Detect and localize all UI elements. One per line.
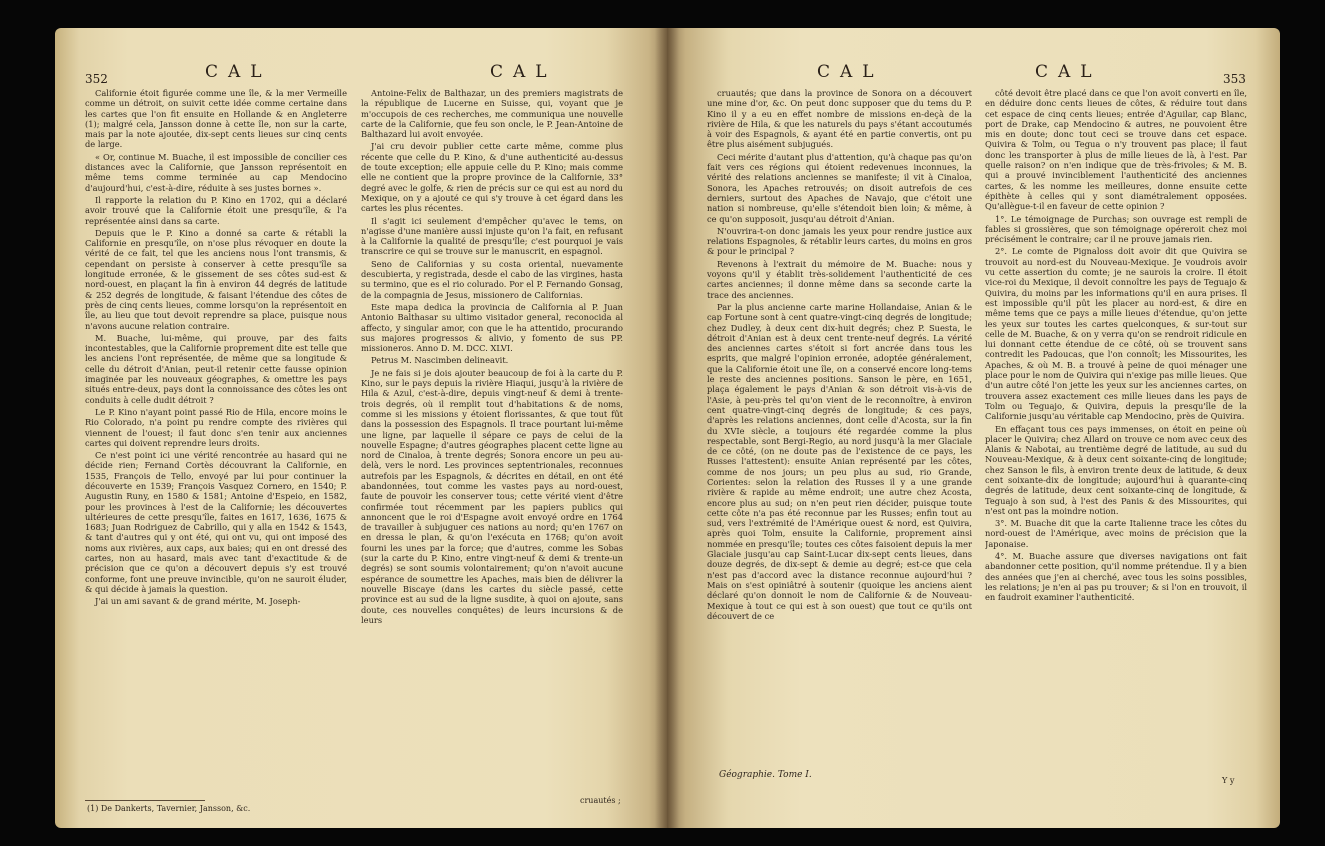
paragraph: 3°. M. Buache dit que la carte Italienne trace les côtes du nord-ouest de l'Amérique, avec moins de précision que la Japonaise. <box>985 518 1247 549</box>
paragraph: Il s'agit ici seulement d'empêcher qu'avec le tems, on n'agisse d'une manière aussi injuste qu'on l'a fait, en refusant à la Californie la qualité de presqu'île; c'est pourquoi je vais transcrire ce qui se trouve sur le manuscrit, en espagnol. <box>361 215 623 257</box>
paragraph: M. Buache, lui-même, qui prouve, par des faits incontestables, que la Californie proprement dite est telle que les anciens l'ont représentée, de même que sa longitude & celle du détroit d'Anian, peut-il retenir cette fausse opinion imaginée par les nouveaux géographes, & omettre les pays situés entre-deux, pays dont la connoissance des côtes les ont conduits à celle dudit détroit ? <box>85 332 347 405</box>
left-page <box>55 28 667 828</box>
page-number: 353 <box>1223 72 1246 86</box>
running-head-right: CAL <box>490 62 557 82</box>
paragraph: Petrus M. Nascimben delineavit. <box>371 355 509 366</box>
paragraph: Je ne fais si je dois ajouter beaucoup de foi à la carte du P. Kino, sur le pays depuis la rivière Hiaqui, jusqu'à la rivière de Hila & Azul, c'est-à-dire, depuis vingt-neuf & demi à trente-trois degrés, où il remplit tout d'habitations & de noms, comme si les missions y étoient florissantes, & que tout fût dans la possession des Espagnols. Il trace pourtant lui-même une ligne, par laquelle il sépare ce pays de celui de la nouvelle Espagne; d'autres géographes placent cette ligne au nord de Cinaloa, à trente degrés; Sonora encore un peu au-delà, vers le nord. Les provinces septentrionales, reconnues autrefois par les Espagnols, & décrites en détail, en ont été abandonnées, tout comme les vastes pays au nord-ouest, faute de pouvoir les conserver tous; cette vérité vient d'être confirmée tout récemment par les papiers publics qui annoncent que le roi d'Espagne avoit envoyé ordre en 1764 de travailler à subjuguer ces nations au nord; qu'en 1767 on en dressa le plan, & qu'on l'exécuta en 1768; qu'on avoit fourni les unes par la force; que d'autres, comme les Sobas (sur la carte du P. Kino, entre vingt-neuf & demi & trente-un degrés) se sont soumis volontairement; qu'on n'avoit aucune espérance de soumettre les Apaches, mais bien de délivrer la nouvelle Biscaye (dans les cartes du siècle passé, cette province est au sud de la ligne susdite, à quoi on ajoute, sans doute, ces nouvelles conquêtes) de leurs incursions & de leurs <box>361 367 623 625</box>
paragraph: 2°. Le comte de Pignaloss doit avoir dit que Quivira se trouvoit au nord-est du Nouveau-Mexique. Je voudrois avoir vu cette assertion du comte; je ne saurois la croire. Il étoit vice-roi du Mexique, il devoit connoître les pays de Teguajo & Quivira, du moins par les informations qu'il en aura prises. Il est impossible qu'il pût les placer au nord-est, & dire en même tems que ce pays a mille lieues d'étendue, qu'on jette les yeux sur toutes les cartes quelconques, & sur-tout sur celle de M. Buache, & on y verra qu'on se rendroit ridicule en lui donnant cette étendue de ce côté, où se trouvent sans contredit les Padoucas, que l'on connoît; les Missourites, les Apaches, & où M. B. a trouvé à peine de quoi ménager une place pour le nom de Quivira qui n'exige pas mille lieues. Que d'un autre côté l'on jette les yeux sur les anciennes cartes, on trouvera assez exactement ces mille lieues dans les pays de Tolm ou Teguajo, & Quivira, depuis la presqu'île de la Californie jusqu'au véritable cap Mendocino, près de Quivira. <box>985 246 1247 422</box>
volume-signature: Géographie. Tome I. <box>719 770 812 780</box>
paragraph: cruautés; que dans la province de Sonora on a découvert une mine d'or, &c. On peut donc supposer que du tems du P. Kino il y a eu en effet nombre de missions en-deçà de la rivière de Hila, & que les naturels du pays s'étant accoutumés à voir des Espagnols, & ayant été en partie convertis, ont pu être plus aisément subjugués. <box>707 88 972 150</box>
footnote: (1) De Dankerts, Tavernier, Jansson, &c. <box>87 804 251 813</box>
right-page <box>667 28 1280 828</box>
paragraph: J'ai un ami savant & de grand mérite, M. Joseph- <box>95 596 301 607</box>
text-column-2 <box>361 88 623 793</box>
text-column-1 <box>707 88 972 768</box>
running-head-right: CAL <box>1035 62 1102 82</box>
paragraph: « Or, continue M. Buache, il est impossible de concilier ces distances avec la Californie, que Jansson représentoit en même tems comme terminée au cap Mendocino d'aujourd'hui, c'est-à-dire, réduite à ses justes bornes ». <box>85 151 347 193</box>
paragraph: Par la plus ancienne carte marine Hollandaise, Anian & le cap Fortune sont à cent quatre-vingt-cinq degrés de longitude; chez Dudley, à deux cent dix-huit degrés; chez P. Suesta, le détroit d'Anian est à deux cent trente-neuf degrés. La vérité des anciennes cartes s'étoit si fort ancrée dans tous les esprits, que malgré l'opinion erronée, adoptée généralement, que la Californie étoit une île, on a conservé encore long-tems le reste des anciennes positions. Sanson le père, en 1651, plaça également le pays d'Anian & son détroit vis-à-vis de l'Asie, à peu-près tel qu'on vient de le reconnoître, à environ cent quatre-vingt-cinq degrés de longitude; & ces pays, d'après les relations anciennes, dont celle d'Acosta, sur la fin du XVIe siècle, a toujours été regardée comme la plus respectable, sont Bergi-Regio, au nord jusqu'à la mer Glaciale de ce côté, (on ne doute pas de l'existence de ce pays, les Russes l'attestent): ensuite Anian représenté par les côtes, comme de nos jours; un peu plus au sud, rio Grande, Corientes: selon la relation des Russes il y a une grande rivière & rapide au même endroit; une autre chez Acosta, encore plus au sud; on n'en peut rien décider, puisque toute cette côte n'a pas été reconnue par les Russes; enfin tout au sud, vers l'extrémité de l'Amérique ouest & nord, est Quivira, après quoi Tolm, ensuite la Californie, proprement ainsi nommée en presqu'île; toutes ces côtes faisoient depuis la mer Glaciale jusqu'au cap Saint-Lucar dix-sept cents lieues, dans douze degrés, de dix-sept & demie au degré; est-ce que cela n'est pas d'accord avec la distance reconnue aujourd'hui ? Mais on s'est opiniâtré à soutenir (quoique les anciens aient déclaré qu'on donnoit le nom de Californie & de Nouveau-Mexique à tout ce qui est à son ouest) que tout ce qu'ils ont découvert de ce <box>707 301 972 621</box>
running-head-left: CAL <box>205 62 272 82</box>
footnote-rule <box>85 800 205 801</box>
paragraph: Revenons à l'extrait du mémoire de M. Buache: nous y voyons qu'il y établit très-solidement l'authenticité de ces cartes anciennes; il donne même dans sa seconde carte la trace des anciennes. <box>707 258 972 300</box>
catchword: cruautés ; <box>580 796 621 805</box>
book-gutter <box>655 28 679 828</box>
paragraph: Ceci mérite d'autant plus d'attention, qu'à chaque pas qu'on fait vers ces régions qui étoient redevenues inconnues, la vérité des relations anciennes se manifeste; il vit à Cinaloa, Sonora, les Apaches retrouvés; on disoit autrefois de ces derniers, surtout des Apaches de Navajo, que c'étoit une nation si nombreuse, qu'elle s'étendoit bien loin; & même, à ce qu'on supposoit, jusqu'au détroit d'Anian. <box>707 151 972 224</box>
paragraph: Este mapa dedica la provincia de California al P. Juan Antonio Balthasar su ultimo visitador general, reconocida al affecto, y singular amor, con que le ha attentido, procurando sus majores progressos & alivio, y fomento de sus PP. missioneros. Anno D. M. DCC. XLVI. <box>361 301 623 354</box>
paragraph: Antoine-Felix de Balthazar, un des premiers magistrats de la république de Lucerne en Suisse, qui, voyant que je m'occupois de ces recherches, me communiqua une nouvelle carte de la Californie, que feu son oncle, le P. Jean-Antoine de Balthazard lui avoit envoyée. <box>361 88 623 140</box>
paragraph: Ce n'est point ici une vérité rencontrée au hasard qui ne décide rien; Fernand Cortès découvrant la Californie, en 1535, François de Tello, envoyé par lui pour continuer la découverte en 1539; François Vasquez Cornero, en 1540; P. Augustin Runy, en 1580 & 1581; Antoine d'Espeio, en 1582, pour les provinces à l'est de la Californie; les découvertes ultérieures de cette presqu'île, faites en 1617, 1636, 1675 & 1683; Juan Rodriguez de Cabrillo, qui y alla en 1542 & 1543, & tant d'autres qui y ont été, qui ont vu, qui ont imposé des noms aux rivières, aux caps, aux baies; qui en ont dressé des cartes, non au hasard, mais avec tant d'exactitude & de précision que ce qu'on a découvert depuis s'y est trouvé conforme, font une preuve invincible, qu'on ne sauroit éluder, & qui décide à jamais la question. <box>85 450 347 594</box>
text-column-2 <box>985 88 1247 793</box>
page-number: 352 <box>85 72 108 86</box>
running-head-left: CAL <box>817 62 884 82</box>
open-book <box>55 28 1280 828</box>
paragraph: 4°. M. Buache assure que diverses navigations ont fait abandonner cette position, qu'il nomme prétendue. Il y a bien des années que j'en ai cherché, avec tous les soins possibles, les relations; je n'en ai pas pu trouver; & si l'on en trouvoit, il en faudroit examiner l'authenticité. <box>985 551 1247 603</box>
paragraph: Depuis que le P. Kino a donné sa carte & rétabli la Californie en presqu'île, on n'ose plus révoquer en doute la vérité de ce fait, tel que les anciens nous l'ont transmis, & cependant on persiste à conserver à cette presqu'île sa longitude erronée, & le gissement de ses côtes sud-est & nord-ouest, en plaçant la fin à environ 44 degrés de latitude & 252 degrés de longitude, & faisant l'étendue des côtes de près de cinq cents lieues, comme lorsqu'on la représentoit en île, au lieu que tout devoit reprendre sa place, puisque nous n'avons aucune relation contraire. <box>85 227 347 331</box>
paragraph: J'ai cru devoir publier cette carte même, comme plus récente que celle du P. Kino, & d'une authenticité au-dessus de toute exception; elle appuie celle du P. Kino; mais comme elle ne contient que la propre province de la Californie, 33° degré avec le golfe, & rien de précis sur ce qui est au nord du Mexique, on y a ajouté ce qui s'y trouve à cet égard dans les cartes les plus récentes. <box>361 141 623 214</box>
paragraph: Il rapporte la relation du P. Kino en 1702, qui a déclaré avoir trouvé que la Californie étoit une presqu'île, & l'a représentée ainsi dans sa carte. <box>85 194 347 226</box>
paragraph: N'ouvrira-t-on donc jamais les yeux pour rendre justice aux relations Espagnoles, & rétablir leurs cartes, du moins en gros & pour le principal ? <box>707 225 972 257</box>
text-column-1 <box>85 88 347 788</box>
signature-mark: Y y <box>1222 776 1235 785</box>
paragraph: côté devoit être placé dans ce que l'on avoit converti en île, en déduire donc cents lieues de côtes, & réduire tout dans cet espace de cinq cents lieues; entrée d'Aguilar, cap Blanc, port de Drake, cap Mendocino & autres, ne pouvoient être mis en doute; donc tout ceci se trouve dans cet espace. Quivira & Tolm, ou Tegua o n'y trouvent pas place; il faut donc les transporter à plus de mille lieues de là, à l'est. Par quelle raison? on n'en indique que de très-frivoles; & M. B. qui a prouvé invinciblement l'authenticité des anciennes cartes, & les nomme les meilleures, donne ensuite cette épithète à celles qui y sont diamétralement opposées. Qu'allègue-t-il en faveur de cette opinion ? <box>985 88 1247 212</box>
paragraph: Seno de Californias y su costa oriental, nuevamente descubierta, y registrada, desde el cabo de las virgines, hasta su termino, que es el rio colurado. Por el P. Fernando Gonsag, de la compagnia de Jesus, missionero de Californias. <box>361 258 623 300</box>
paragraph: En effaçant tous ces pays immenses, on étoit en peine où placer le Quivira; chez Allard on trouve ce nom avec ceux des Alanis & Nabotai, au trentième degré de latitude, au sud du Nouveau-Mexique, & à deux cent soixante-cinq de longitude; chez Sanson le fils, à environ trente deux de latitude, & deux cent soixante-dix de longitude; aujourd'hui à quarante-cinq degrés de latitude, deux cent soixante-cinq de longitude, & Teguajo à son sud, à l'est des Panis & des Missourites, qui n'est ont pas la moindre notion. <box>985 423 1247 516</box>
paragraph: Le P. Kino n'ayant point passé Rio de Hila, encore moins le Rio Colorado, n'a point pu rendre compte des rivières qui viennent de l'ouest; il faut donc s'en tenir aux anciennes cartes qui doivent reprendre leurs droits. <box>85 406 347 448</box>
paragraph: 1°. Le témoignage de Purchas; son ouvrage est rempli de fables si grossières, que son témoignage opéreroit chez moi précisément le contraire; car il ne prouve jamais rien. <box>985 213 1247 245</box>
paragraph: Californie étoit figurée comme une île, & la mer Vermeille comme un détroit, on suivit cette idée comme certaine dans les cartes que l'on fit ensuite en Hollande & en Angleterre (1); malgré cela, Jansson donne à cette île, non sur la carte, mais par la note ajoutée, dix-sept cents lieues sur cinq cents de large. <box>85 88 347 150</box>
